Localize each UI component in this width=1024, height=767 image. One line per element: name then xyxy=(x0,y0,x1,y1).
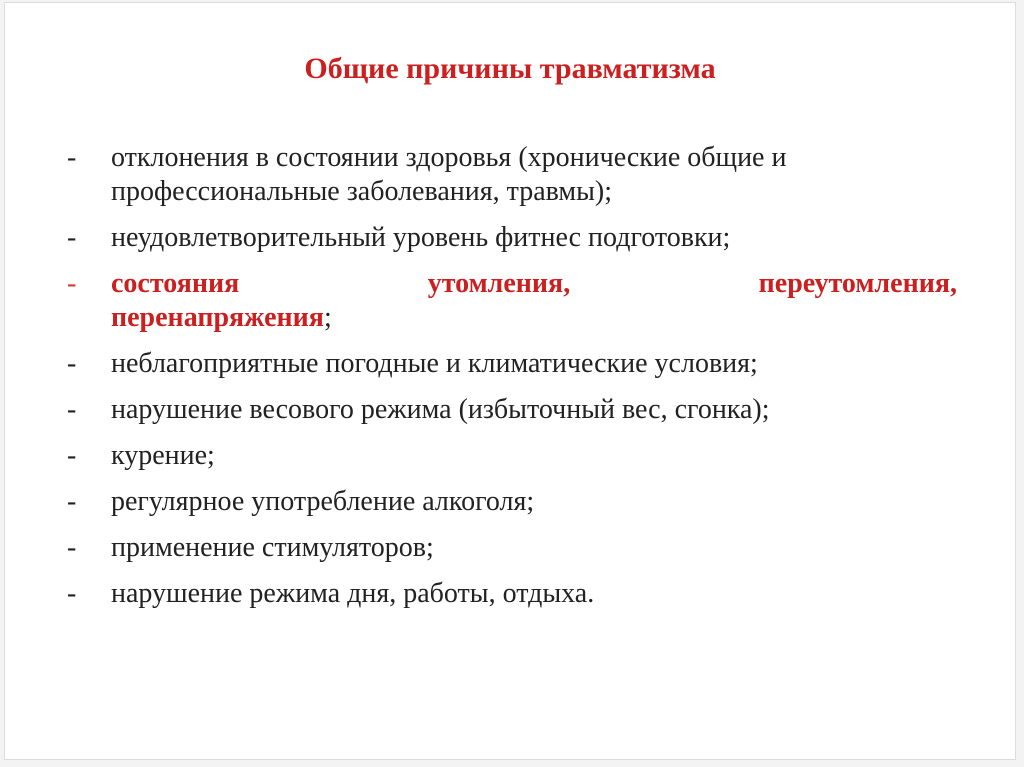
bullet-dash: - xyxy=(67,222,77,253)
list-item-text: применение стимуляторов; xyxy=(111,532,434,563)
bullet-dash: - xyxy=(67,394,77,425)
list-item-text: неудовлетворительный уровень фитнес подготовки; xyxy=(111,222,731,253)
bullet-dash: - xyxy=(67,486,77,517)
list-item xyxy=(67,531,957,565)
slide-title: Общие причины травматизма xyxy=(304,52,716,85)
justified-line xyxy=(111,267,957,301)
list-item-text: нарушение режима дня, работы, отдыха. xyxy=(111,578,595,609)
list-item-text: регулярное употребление алкоголя; xyxy=(111,486,535,517)
bullet-dash: - xyxy=(67,142,77,173)
list-item-text: неблагоприятные погодные и климатические условия; xyxy=(111,348,758,379)
highlight-word: перенапряжения xyxy=(111,302,324,333)
list-item-text: отклонения в состоянии здоровья (хронические общие и профессиональные заболевания, травмы); xyxy=(111,142,787,207)
list-item-text xyxy=(111,267,957,335)
highlight-word: состояния xyxy=(111,268,240,299)
list-item xyxy=(67,393,957,427)
slide xyxy=(4,2,1016,760)
list-item xyxy=(67,485,957,519)
bullet-dash: - xyxy=(67,348,77,379)
list-item xyxy=(67,141,957,209)
list-item xyxy=(67,221,957,255)
bullet-dash: - xyxy=(67,578,77,609)
bullet-dash: - xyxy=(67,440,77,471)
causes-list xyxy=(67,141,957,623)
highlight-word: утомления, xyxy=(427,268,571,299)
list-item xyxy=(67,347,957,381)
list-item-text: курение; xyxy=(111,440,215,471)
list-item-text: нарушение весового режима (избыточный вес, сгонка); xyxy=(111,394,770,425)
bullet-dash: - xyxy=(67,268,77,299)
list-item xyxy=(67,577,957,611)
bullet-dash: - xyxy=(67,532,77,563)
highlight-word: переутомления, xyxy=(758,268,957,299)
list-item xyxy=(67,439,957,473)
list-item-highlighted xyxy=(67,267,957,335)
item-suffix: ; xyxy=(323,302,332,333)
